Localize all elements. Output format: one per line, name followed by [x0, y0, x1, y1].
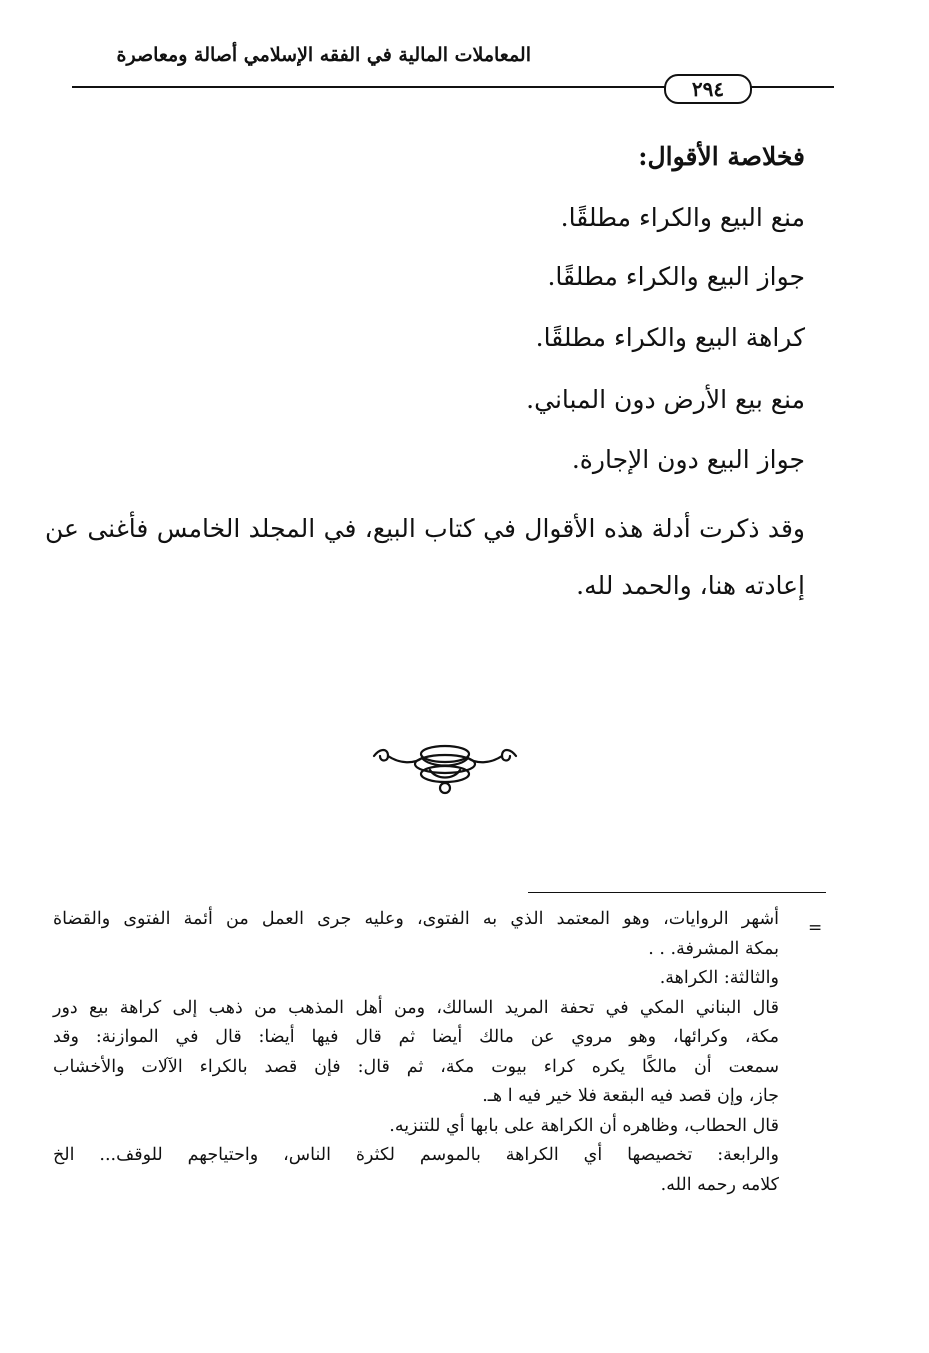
footnote-line: قال الحطاب، وظاهره أن الكراهة على بابها أي للتنزيه.	[389, 1115, 779, 1136]
footnotes-block	[53, 905, 779, 1200]
footnote-line: والثالثة: الكراهة.	[659, 968, 779, 988]
summary-heading: فخلاصة الأقوال:	[638, 142, 805, 171]
opinion-item: كراهة البيع والكراء مطلقًا.	[535, 323, 805, 352]
opinion-item: جواز البيع دون الإجارة.	[571, 445, 805, 474]
footnote-line: أشهر الروايات، وهو المعتمد الذي به الفتوى، وعليه جرى العمل من أئمة الفتوى والقضاة	[53, 909, 779, 929]
opinion-item: جواز البيع والكراء مطلقًا.	[547, 262, 805, 291]
footnote-line: كلامه رحمه الله.	[660, 1174, 779, 1195]
opinion-item: منع البيع والكراء مطلقًا.	[560, 203, 805, 232]
running-header-title: المعاملات المالية في الفقه الإسلامي أصالة ومعاصرة	[116, 44, 531, 66]
footnote-line: سمعت أن مالكًا يكره كراء بيوت مكة، ثم قال: فإن قصد بالكراء الآلات والأخشاب	[53, 1056, 779, 1077]
footnote-line: جاز، وإن قصد فيه البقعة فلا خير فيه ا هـ.	[482, 1086, 779, 1106]
footnote-line: بمكة المشرفة. . .	[648, 938, 779, 959]
footnote-line: مكة، وكرائها، وهو مروي عن مالك أيضا ثم قال فيها أيضا: قال في الموازنة: وقد	[53, 1027, 779, 1047]
opinion-item: منع بيع الأرض دون المباني.	[526, 385, 805, 414]
page-number: ٢٩٤	[664, 74, 752, 104]
footnote-rule	[528, 892, 826, 893]
footnote-continuation-marker: =	[808, 918, 823, 938]
ornament-divider-icon	[370, 740, 520, 802]
footnote-line: والرابعة: تخصيصها أي الكراهة بالموسم لكثرة الناس، واحتياجهم للوقف... الخ	[53, 1145, 779, 1165]
footnote-line: قال البناني المكي في تحفة المريد السالك، ومن أهل المذهب من ذهب إلى كراهة بيع دور	[53, 997, 779, 1018]
closing-paragraph: وقد ذكرت أدلة هذه الأقوال في كتاب البيع، في المجلد الخامس فأغنى عن إعادته هنا، والحمد لله.	[45, 514, 805, 600]
